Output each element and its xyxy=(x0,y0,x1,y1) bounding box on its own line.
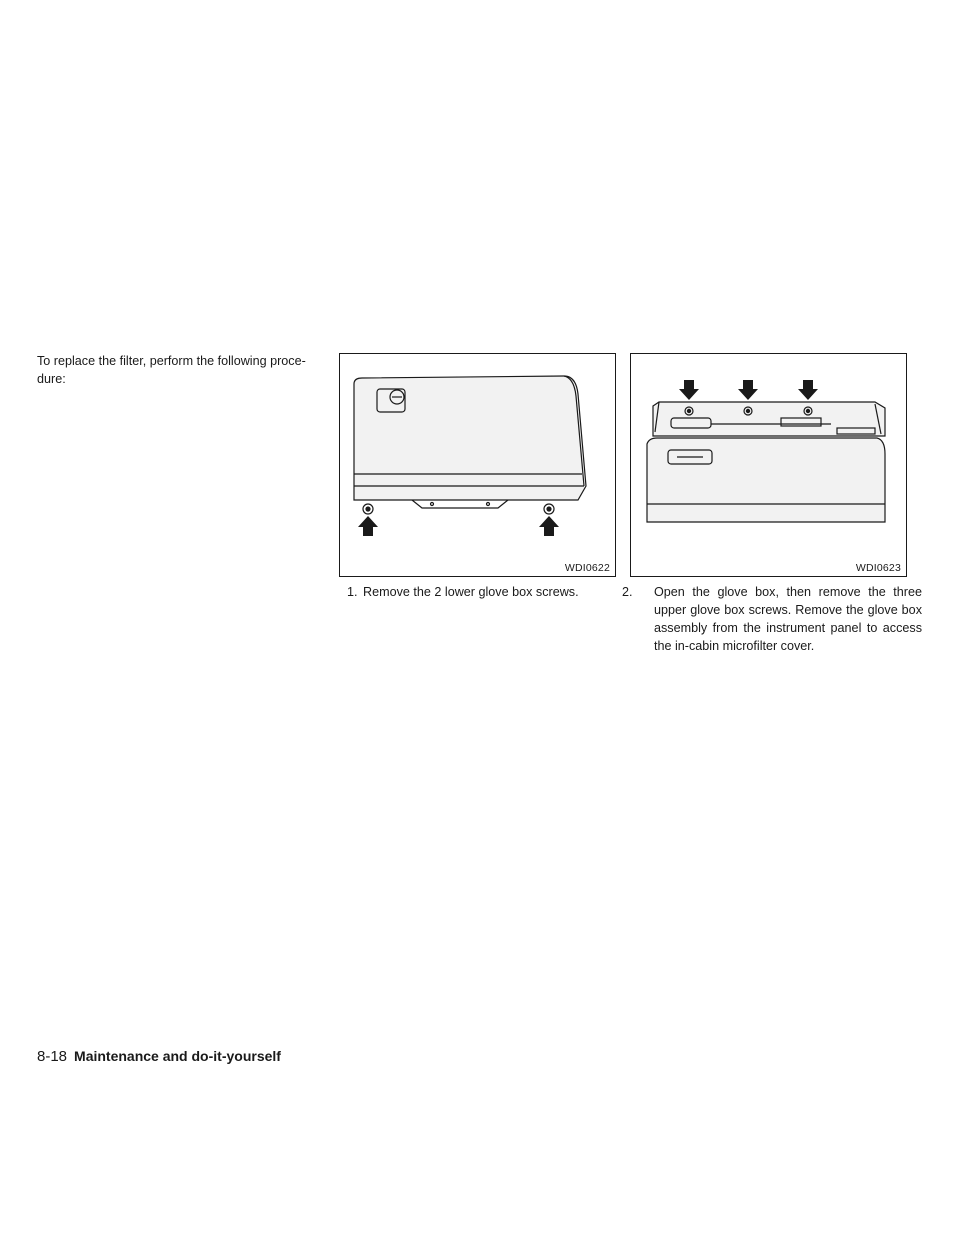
figure-lower-screws xyxy=(339,353,616,577)
page-number: 8-18 xyxy=(37,1048,68,1065)
glove-box-lower-screws-illustration xyxy=(340,354,617,578)
figure-code: WDI0622 xyxy=(564,562,610,574)
arrow-down-icon xyxy=(798,380,818,400)
arrow-down-icon xyxy=(679,380,699,400)
arrow-up-icon xyxy=(358,516,378,536)
step-number: 1. xyxy=(347,585,358,599)
step-2-caption xyxy=(622,583,922,655)
figure-upper-screws xyxy=(630,353,907,577)
step-text: Remove the 2 lower glove box screws. xyxy=(363,585,579,599)
page-footer xyxy=(37,1048,281,1065)
step-number: 2. xyxy=(622,585,633,599)
arrow-down-icon xyxy=(738,380,758,400)
figure-code: WDI0623 xyxy=(855,562,901,574)
step-1-caption xyxy=(347,583,617,601)
section-title: Maintenance and do-it-yourself xyxy=(74,1048,281,1064)
arrow-up-icon xyxy=(539,516,559,536)
intro-paragraph: To replace the filter, perform the following proce-dure: xyxy=(37,354,306,386)
glove-box-upper-screws-illustration xyxy=(631,354,908,578)
step-text: Open the glove box, then remove the three upper glove box screws. Remove the glove box assembly from the instrument panel to access the in-cabin microfilter cover. xyxy=(654,585,922,653)
